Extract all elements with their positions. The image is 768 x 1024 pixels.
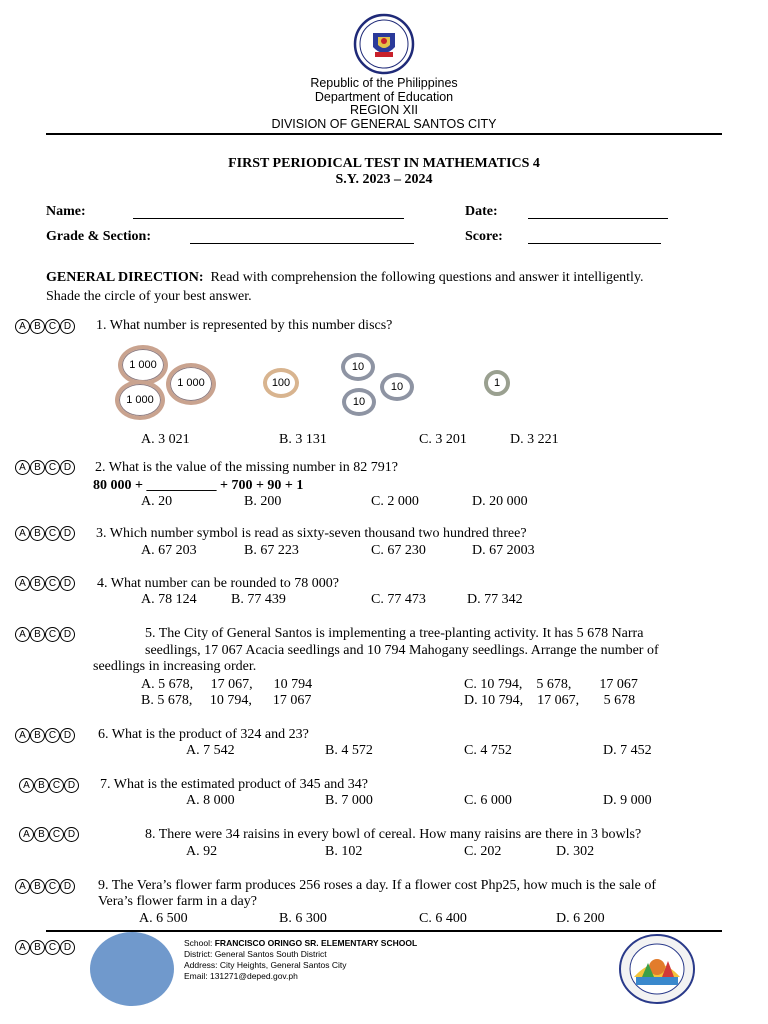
choice-b: B. 102 [325, 844, 363, 859]
bubble-d[interactable]: D [60, 940, 75, 955]
choice-b: B. 6 300 [279, 911, 327, 926]
question-8: 8. There were 34 raisins in every bowl of cereal. How many raisins are there in 3 bowls? [145, 827, 642, 842]
district: District: General Santos South District [184, 949, 327, 959]
footer-divider [46, 930, 722, 932]
choice-d: D. 7 452 [603, 743, 652, 758]
bubble-d[interactable]: D [60, 460, 75, 475]
disc-1000: 1 000 [166, 363, 216, 405]
name-field[interactable] [133, 218, 404, 219]
department-text: Department of Education [314, 90, 454, 104]
header-divider [46, 133, 722, 135]
bubble-b[interactable]: B [30, 576, 45, 591]
choice-d: D. 3 221 [510, 432, 559, 447]
bubble-b[interactable]: B [30, 526, 45, 541]
answer-bubbles-q3[interactable] [15, 526, 75, 541]
answer-bubbles-q4[interactable] [15, 576, 75, 591]
bubble-c[interactable]: C [45, 460, 60, 475]
choice-c: C. 4 752 [464, 743, 512, 758]
bubble-c[interactable]: C [45, 576, 60, 591]
choice-a: A. 6 500 [139, 911, 188, 926]
choice-b: B. 7 000 [325, 793, 373, 808]
question-5-line-3: seedlings in increasing order. [93, 659, 257, 674]
date-field[interactable] [528, 218, 668, 219]
choice-c: C. 6 000 [464, 793, 512, 808]
bubble-d[interactable]: D [60, 576, 75, 591]
bubble-c[interactable]: C [45, 319, 60, 334]
bubble-a[interactable]: A [15, 627, 30, 642]
bubble-c[interactable]: C [49, 827, 64, 842]
disc-10: 10 [342, 388, 376, 416]
question-2-expression: 80 000 + __________ + 700 + 90 + 1 [93, 478, 304, 493]
bubble-c[interactable]: C [45, 879, 60, 894]
choice-c: C. 3 201 [419, 432, 467, 447]
bubble-c[interactable]: C [45, 627, 60, 642]
question-6: 6. What is the product of 324 and 23? [98, 727, 309, 742]
choice-a: A. 8 000 [186, 793, 235, 808]
bubble-c[interactable]: C [45, 728, 60, 743]
choice-d: D. 9 000 [603, 793, 652, 808]
bubble-d[interactable]: D [64, 778, 79, 793]
deped-seal [351, 13, 417, 75]
date-label: Date: [465, 204, 498, 219]
answer-bubbles-q8[interactable] [19, 827, 79, 842]
answer-bubbles-q7[interactable] [19, 778, 79, 793]
answer-bubbles-q2[interactable] [15, 460, 75, 475]
school-label: School: [184, 938, 213, 948]
disc-10: 10 [380, 373, 414, 401]
bubble-c[interactable]: C [45, 940, 60, 955]
direction-text: Read with comprehension the following questions and answer it intelligently. [210, 270, 644, 285]
choice-d: D. 77 342 [467, 592, 523, 607]
bubble-a[interactable]: A [15, 460, 30, 475]
choice-c: C. 6 400 [419, 911, 467, 926]
division-seal [618, 933, 696, 1005]
choice-b: B. 4 572 [325, 743, 373, 758]
bubble-b[interactable]: B [34, 778, 49, 793]
choice-d: D. 20 000 [472, 494, 528, 509]
choice-b: B. 67 223 [244, 543, 299, 558]
bubble-a[interactable]: A [15, 526, 30, 541]
republic-text: Republic of the Philippines [310, 76, 458, 90]
question-7: 7. What is the estimated product of 345 and 34? [100, 777, 369, 792]
choice-a: A. 3 021 [141, 432, 190, 447]
school-name: FRANCISCO ORINGO SR. ELEMENTARY SCHOOL [214, 938, 418, 948]
choice-c: C. 2 000 [371, 494, 419, 509]
choice-a: A. 5 678, 17 067, 10 794 [141, 677, 313, 692]
answer-bubbles-q9[interactable] [15, 879, 75, 894]
bubble-a[interactable]: A [15, 319, 30, 334]
question-1: 1. What number is represented by this number discs? [96, 318, 393, 333]
choice-a: A. 7 542 [186, 743, 235, 758]
choice-b: B. 77 439 [231, 592, 286, 607]
bubble-d[interactable]: D [60, 319, 75, 334]
bubble-d[interactable]: D [64, 827, 79, 842]
bubble-d[interactable]: D [60, 879, 75, 894]
grade-section-field[interactable] [190, 243, 414, 244]
bubble-a[interactable]: A [15, 576, 30, 591]
question-5: 5. The City of General Santos is implementing a tree-planting activity. It has 5 678 Narra [145, 626, 644, 641]
answer-bubbles-q10[interactable] [15, 940, 75, 955]
disc-10: 10 [341, 353, 375, 381]
region-text: REGION XII [349, 103, 419, 117]
choice-c: C. 67 230 [371, 543, 426, 558]
disc-1: 1 [484, 370, 510, 396]
bubble-a[interactable]: A [15, 940, 30, 955]
bubble-c[interactable]: C [45, 526, 60, 541]
bubble-c[interactable]: C [49, 778, 64, 793]
bubble-a[interactable]: A [19, 778, 34, 793]
bubble-b[interactable]: B [30, 319, 45, 334]
question-5-line-2: seedlings, 17 067 Acacia seedlings and 10 794 Mahogany seedlings. Arrange the number of [145, 643, 659, 658]
bubble-b[interactable]: B [30, 460, 45, 475]
question-4: 4. What number can be rounded to 78 000? [97, 576, 339, 591]
choice-b: B. 200 [244, 494, 282, 509]
school-name-line [184, 938, 417, 949]
school-logo-placeholder [90, 932, 174, 1006]
bubble-b[interactable]: B [30, 940, 45, 955]
choice-b: B. 3 131 [279, 432, 327, 447]
choice-c: C. 77 473 [371, 592, 426, 607]
score-field[interactable] [528, 243, 661, 244]
division-text: DIVISION OF GENERAL SANTOS CITY [271, 117, 497, 131]
answer-bubbles-q5[interactable] [15, 627, 75, 642]
bubble-b[interactable]: B [30, 627, 45, 642]
bubble-d[interactable]: D [60, 728, 75, 743]
choice-a: A. 20 [141, 494, 173, 509]
bubble-a[interactable]: A [15, 879, 30, 894]
email: Email: 131271@deped.gov.ph [184, 971, 298, 981]
answer-bubbles-q1[interactable] [15, 319, 75, 334]
choice-d: D. 10 794, 17 067, 5 678 [464, 693, 636, 708]
question-9-line-2: Vera’s flower farm in a day? [98, 894, 257, 909]
choice-c: C. 202 [464, 844, 502, 859]
direction-text-2: Shade the circle of your best answer. [46, 289, 252, 304]
grade-section-label: Grade & Section: [46, 229, 151, 244]
disc-1000: 1 000 [115, 380, 165, 420]
choice-d: D. 302 [556, 844, 595, 859]
bubble-d[interactable]: D [60, 627, 75, 642]
school-year: S.Y. 2023 – 2024 [335, 172, 433, 187]
bubble-d[interactable]: D [60, 526, 75, 541]
school-info [184, 938, 417, 982]
question-3: 3. Which number symbol is read as sixty-seven thousand two hundred three? [96, 526, 527, 541]
choice-c: C. 10 794, 5 678, 17 067 [464, 677, 638, 692]
bubble-b[interactable]: B [30, 728, 45, 743]
bubble-b[interactable]: B [34, 827, 49, 842]
bubble-a[interactable]: A [19, 827, 34, 842]
question-2: 2. What is the value of the missing number in 82 791? [95, 460, 399, 475]
direction-label: GENERAL DIRECTION: [46, 270, 204, 285]
score-label: Score: [465, 229, 503, 244]
choice-b: B. 5 678, 10 794, 17 067 [141, 693, 312, 708]
choice-a: A. 78 124 [141, 592, 197, 607]
address: Address: City Heights, General Santos City [184, 960, 347, 970]
answer-bubbles-q6[interactable] [15, 728, 75, 743]
name-label: Name: [46, 204, 86, 219]
bubble-b[interactable]: B [30, 879, 45, 894]
test-title: FIRST PERIODICAL TEST IN MATHEMATICS 4 [228, 156, 540, 171]
choice-d: D. 67 2003 [472, 543, 535, 558]
bubble-a[interactable]: A [15, 728, 30, 743]
choice-a: A. 67 203 [141, 543, 197, 558]
choice-d: D. 6 200 [556, 911, 605, 926]
choice-a: A. 92 [186, 844, 218, 859]
disc-100: 100 [263, 368, 299, 398]
disc-1000: 1 000 [118, 345, 168, 385]
general-direction [46, 270, 644, 286]
question-9: 9. The Vera’s flower farm produces 256 roses a day. If a flower cost Php25, how much is the sale of [98, 878, 657, 893]
